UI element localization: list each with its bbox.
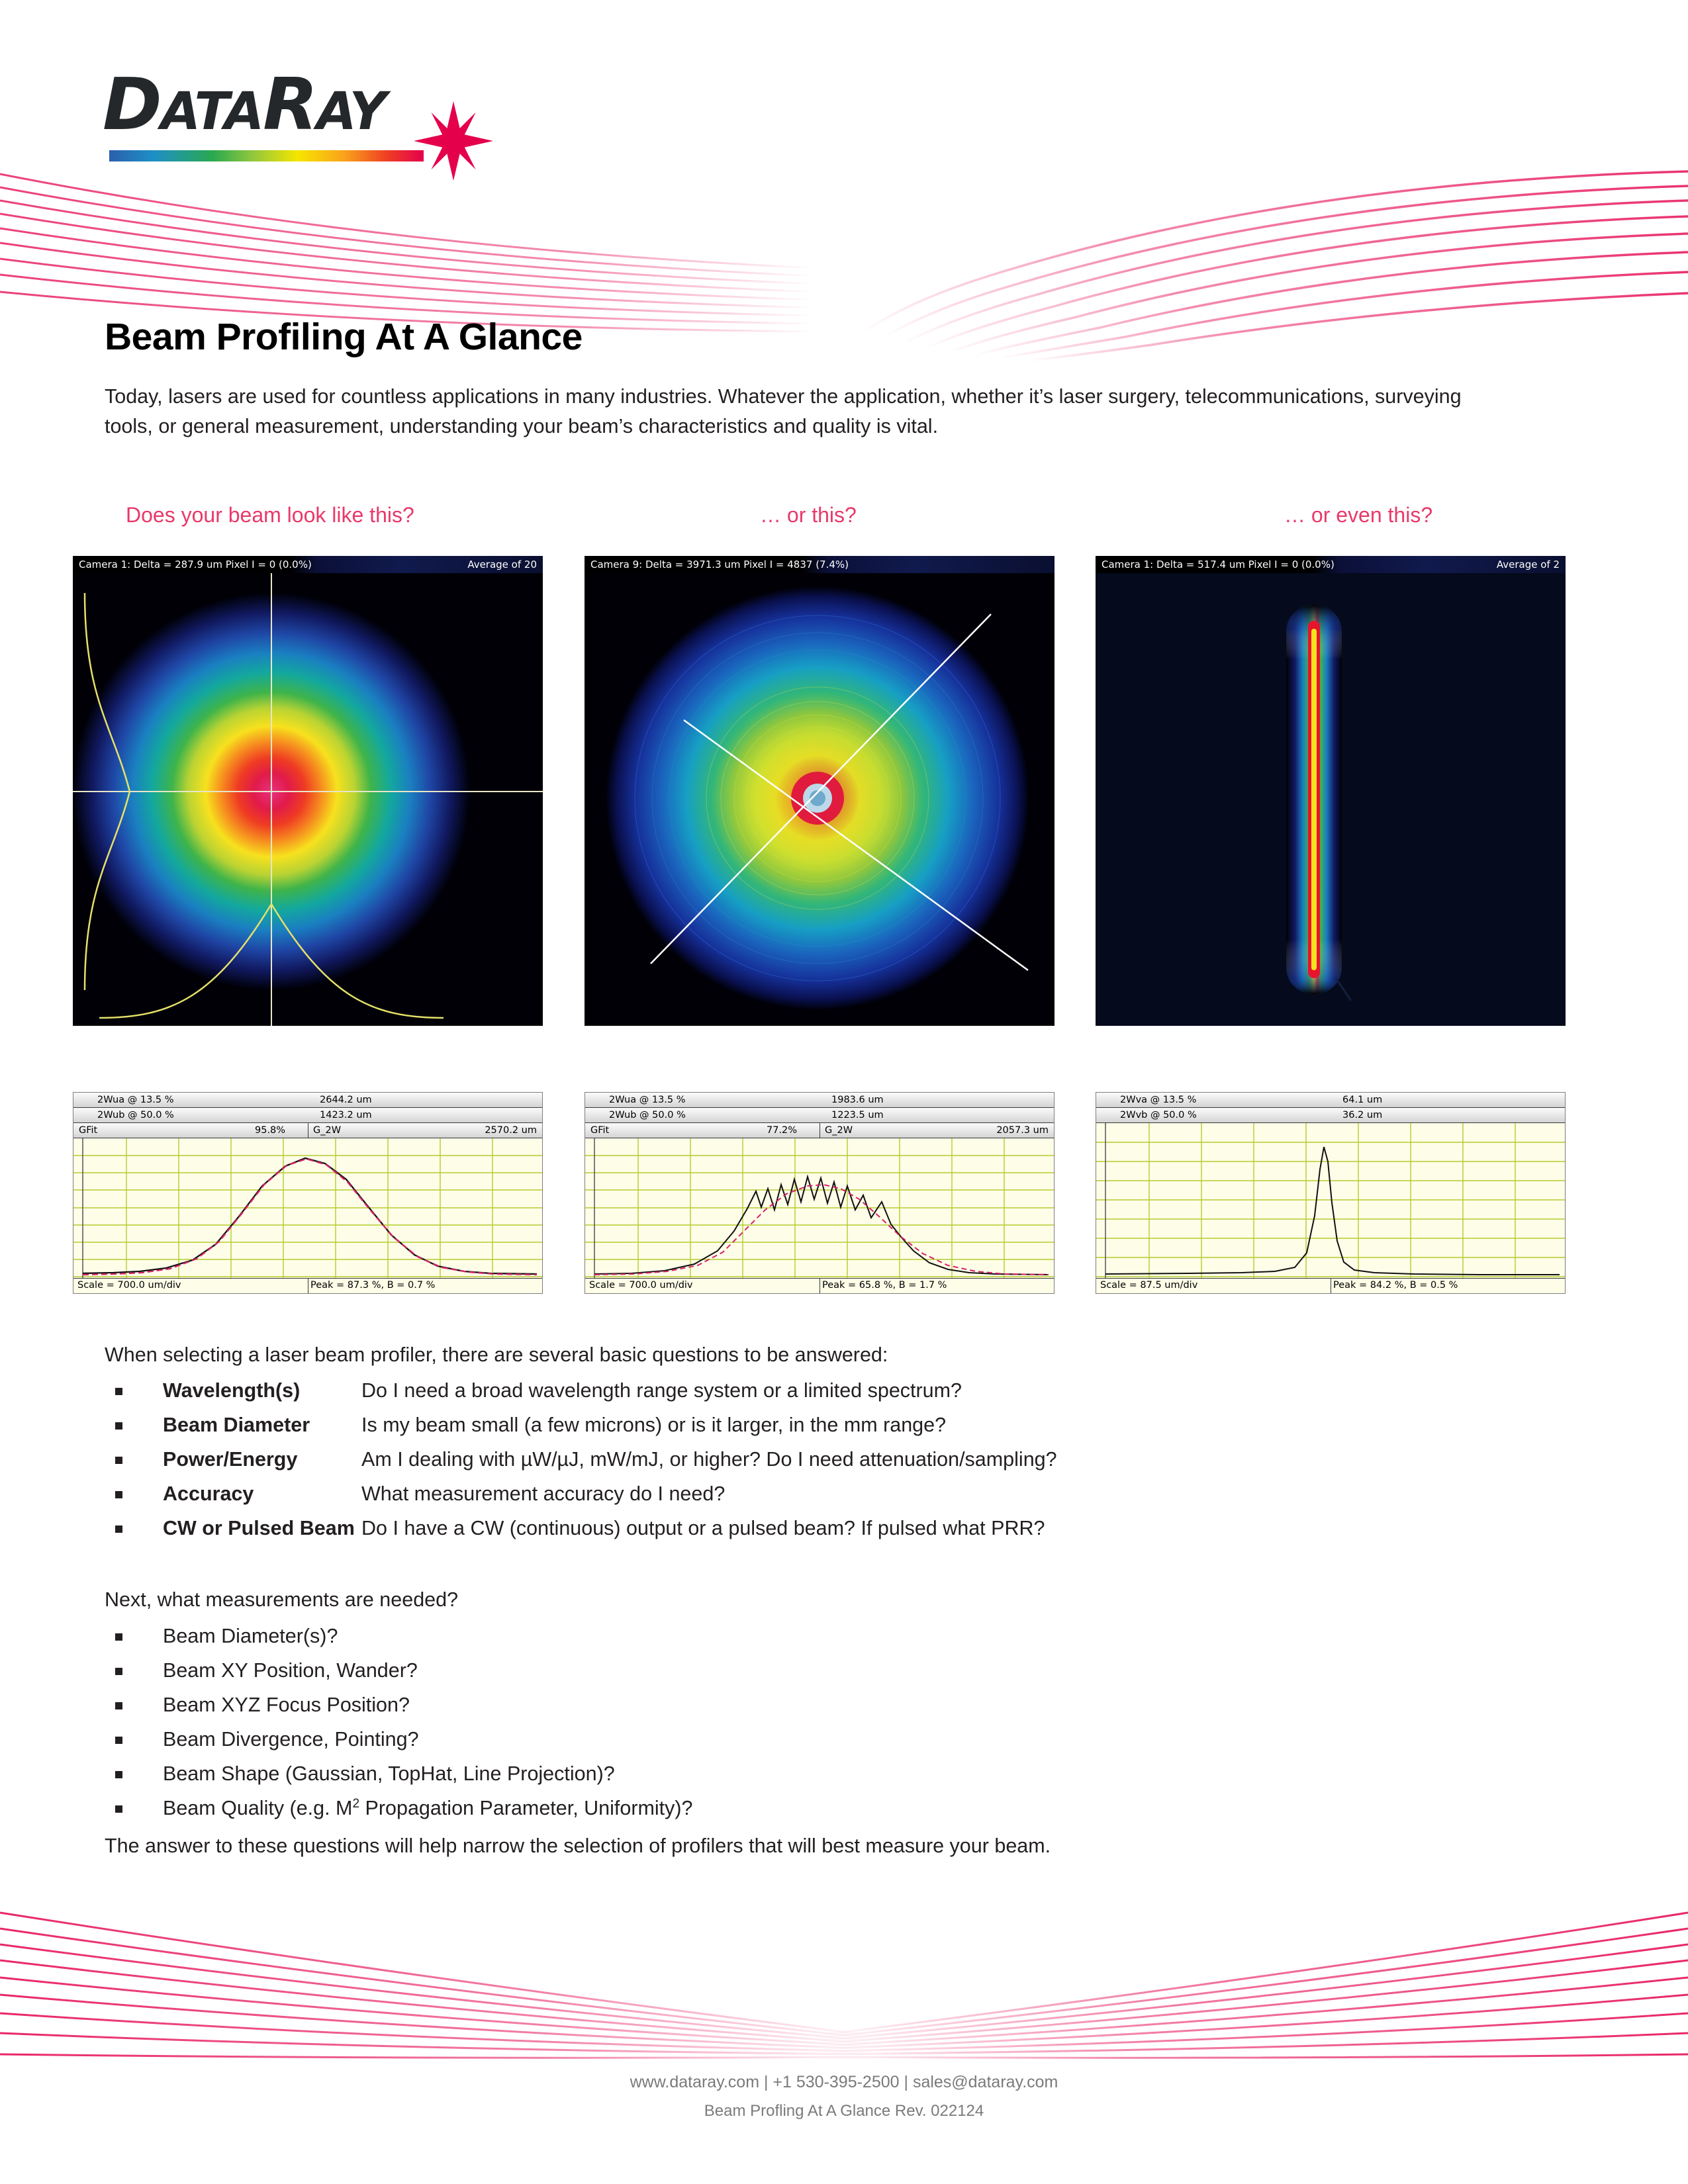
plot-2-scale: Scale = 700.0 um/div <box>589 1280 693 1291</box>
question-term: Power/Energy <box>163 1448 298 1471</box>
plot-3-footer <box>1096 1278 1565 1293</box>
measurement-label-post: Propagation Parameter, Uniformity)? <box>359 1797 693 1819</box>
list-item <box>105 1722 693 1756</box>
bullet-square-icon <box>115 1491 122 1498</box>
beam-1-canvas <box>73 573 543 1026</box>
caption-beam-2: … or this? <box>760 503 857 527</box>
plot-2-gfit-label: GFit <box>590 1125 610 1136</box>
measurement-label-pre: Beam Quality (e.g. M <box>163 1797 353 1819</box>
beam-image-line <box>1096 556 1566 1026</box>
plot-3-peak: Peak = 84.2 %, B = 0.5 % <box>1333 1280 1458 1291</box>
questions-lead: When selecting a laser beam profiler, there are several basic questions to be answered: <box>105 1343 888 1366</box>
plot-2-footer <box>585 1278 1054 1293</box>
question-desc: What measurement accuracy do I need? <box>361 1482 726 1505</box>
plot-2-peak: Peak = 65.8 %, B = 1.7 % <box>822 1280 947 1291</box>
list-item <box>105 1442 1057 1477</box>
plot-1-row-13 <box>73 1093 542 1108</box>
bullet-square-icon <box>115 1422 122 1430</box>
plot-1-row-50 <box>73 1108 542 1123</box>
bullet-square-icon <box>115 1771 122 1778</box>
plot-2-label-50: 2Wub @ 50.0 % <box>609 1110 686 1120</box>
list-item <box>105 1756 693 1791</box>
measurements-lead: Next, what measurements are needed? <box>105 1588 459 1611</box>
beam-2-header-left: Camera 9: Delta = 3971.3 um Pixel I = 4837 (7.4%) <box>590 559 849 570</box>
beam-image-multimode <box>585 556 1055 1026</box>
dataray-logo <box>103 64 539 175</box>
question-desc: Is my beam small (a few microns) or is it larger, in the mm range? <box>361 1414 947 1436</box>
plot-1-g2w-label: G_2W <box>313 1125 342 1136</box>
beam-3-header-left: Camera 1: Delta = 517.4 um Pixel I = 0 (0.0%) <box>1102 559 1335 570</box>
plot-1-footer <box>73 1278 542 1293</box>
profile-plot-multimode <box>585 1092 1055 1294</box>
measurement-label: Beam XYZ Focus Position? <box>163 1694 410 1716</box>
beam-1-header-left: Camera 1: Delta = 287.9 um Pixel I = 0 (0.0%) <box>79 559 312 570</box>
question-term: Beam Diameter <box>163 1414 310 1436</box>
beam-3-canvas <box>1096 573 1566 1026</box>
m-squared-superscript: 2 <box>352 1796 360 1811</box>
bullet-square-icon <box>115 1702 122 1709</box>
bullet-square-icon <box>115 1388 122 1395</box>
plot-3-row-13 <box>1096 1093 1565 1108</box>
plot-3-label-50: 2Wvb @ 50.0 % <box>1120 1110 1197 1120</box>
intro-paragraph: Today, lasers are used for countless applications in many industries. Whatever the application, whether it’s laser surgery, telecommunications, surveying tools, or general measurement, understanding your beam’s characteristics and quality is vital. <box>105 385 1462 437</box>
logo-letter-d: D <box>103 64 161 146</box>
page-title: Beam Profiling At A Glance <box>105 316 583 359</box>
question-desc: Do I need a broad wavelength range system or a limited spectrum? <box>361 1379 962 1402</box>
plot-2-value-50: 1223.5 um <box>831 1110 884 1120</box>
plot-2-value-13: 1983.6 um <box>831 1095 884 1105</box>
plot-1-gfit-label: GFit <box>79 1125 98 1136</box>
plot-3-label-13: 2Wva @ 13.5 % <box>1120 1095 1197 1105</box>
plot-1-g2w-value: 2570.2 um <box>485 1125 537 1136</box>
question-term: CW or Pulsed Beam <box>163 1517 355 1539</box>
plot-1-gfit-value: 95.8% <box>255 1125 286 1136</box>
plot-2-graph <box>585 1138 1054 1278</box>
plot-1-value-13: 2644.2 um <box>320 1095 372 1105</box>
plot-2-g2w-value: 2057.3 um <box>996 1125 1049 1136</box>
bullet-square-icon <box>115 1633 122 1641</box>
beam-1-header <box>73 556 543 573</box>
beam-image-gaussian <box>73 556 543 1026</box>
measurement-label: Beam Diameter(s)? <box>163 1625 338 1647</box>
logo-spectrum-bar <box>109 150 424 161</box>
beam-2-canvas <box>585 573 1055 1026</box>
closing-paragraph: The answer to these questions will help narrow the selection of profilers that will best measure your beam. <box>105 1835 1051 1857</box>
plot-2-g2w-label: G_2W <box>825 1125 853 1136</box>
list-item <box>105 1619 693 1653</box>
list-item <box>105 1653 693 1688</box>
list-item <box>105 1791 693 1825</box>
question-term: Wavelength(s) <box>163 1379 301 1402</box>
measurements-list <box>105 1619 693 1825</box>
list-item <box>105 1511 1057 1545</box>
caption-beam-3: … or even this? <box>1284 503 1433 527</box>
plot-1-graph <box>73 1138 542 1278</box>
bullet-square-icon <box>115 1525 122 1533</box>
plot-1-scale: Scale = 700.0 um/div <box>77 1280 181 1291</box>
bullet-square-icon <box>115 1737 122 1744</box>
plot-3-graph <box>1096 1123 1565 1278</box>
profile-plot-line <box>1096 1092 1566 1294</box>
question-desc: Am I dealing with µW/µJ, mW/mJ, or higher? Do I need attenuation/sampling? <box>361 1448 1057 1471</box>
list-item <box>105 1408 1057 1442</box>
logo-wordmark <box>103 64 386 146</box>
logo-letters-ata: ATA <box>160 82 263 142</box>
plot-3-row-50 <box>1096 1108 1565 1123</box>
plot-1-value-50: 1423.2 um <box>320 1110 372 1120</box>
logo-letters-ay: AY <box>316 82 386 142</box>
caption-beam-1: Does your beam look like this? <box>126 503 414 527</box>
measurement-label: Beam Shape (Gaussian, TopHat, Line Projection)? <box>163 1762 615 1785</box>
starburst-icon <box>414 101 493 181</box>
list-item <box>105 1373 1057 1408</box>
bullet-square-icon <box>115 1457 122 1464</box>
plot-1-label-13: 2Wua @ 13.5 % <box>97 1095 174 1105</box>
plot-2-row-50 <box>585 1108 1054 1123</box>
plot-1-label-50: 2Wub @ 50.0 % <box>97 1110 174 1120</box>
footer-revision: Beam Profling At A Glance Rev. 022124 <box>704 2102 984 2120</box>
measurement-label: Beam Divergence, Pointing? <box>163 1728 419 1751</box>
list-item <box>105 1477 1057 1511</box>
beam-2-header <box>585 556 1055 573</box>
plot-3-scale: Scale = 87.5 um/div <box>1100 1280 1198 1291</box>
plot-2-label-13: 2Wua @ 13.5 % <box>609 1095 686 1105</box>
measurement-label: Beam XY Position, Wander? <box>163 1659 418 1682</box>
beam-1-header-right: Average of 20 <box>467 559 537 570</box>
bullet-square-icon <box>115 1668 122 1675</box>
footer-contact: www.dataray.com | +1 530-395-2500 | sales@dataray.com <box>630 2073 1058 2091</box>
plot-2-row-13 <box>585 1093 1054 1108</box>
question-desc: Do I have a CW (continuous) output or a pulsed beam? If pulsed what PRR? <box>361 1517 1045 1539</box>
plot-2-row-fit <box>585 1123 1054 1138</box>
list-item <box>105 1688 693 1722</box>
plot-3-value-13: 64.1 um <box>1342 1095 1383 1105</box>
profile-plot-gaussian <box>73 1092 543 1294</box>
plot-1-peak: Peak = 87.3 %, B = 0.7 % <box>310 1280 436 1291</box>
questions-list <box>105 1373 1057 1545</box>
question-term: Accuracy <box>163 1482 254 1505</box>
plot-2-gfit-value: 77.2% <box>767 1125 798 1136</box>
beam-3-header-right: Average of 2 <box>1496 559 1560 570</box>
logo-letter-r: R <box>263 64 317 146</box>
bullet-square-icon <box>115 1805 122 1813</box>
beam-3-header <box>1096 556 1566 573</box>
plot-3-value-50: 36.2 um <box>1342 1110 1383 1120</box>
plot-1-row-fit <box>73 1123 542 1138</box>
